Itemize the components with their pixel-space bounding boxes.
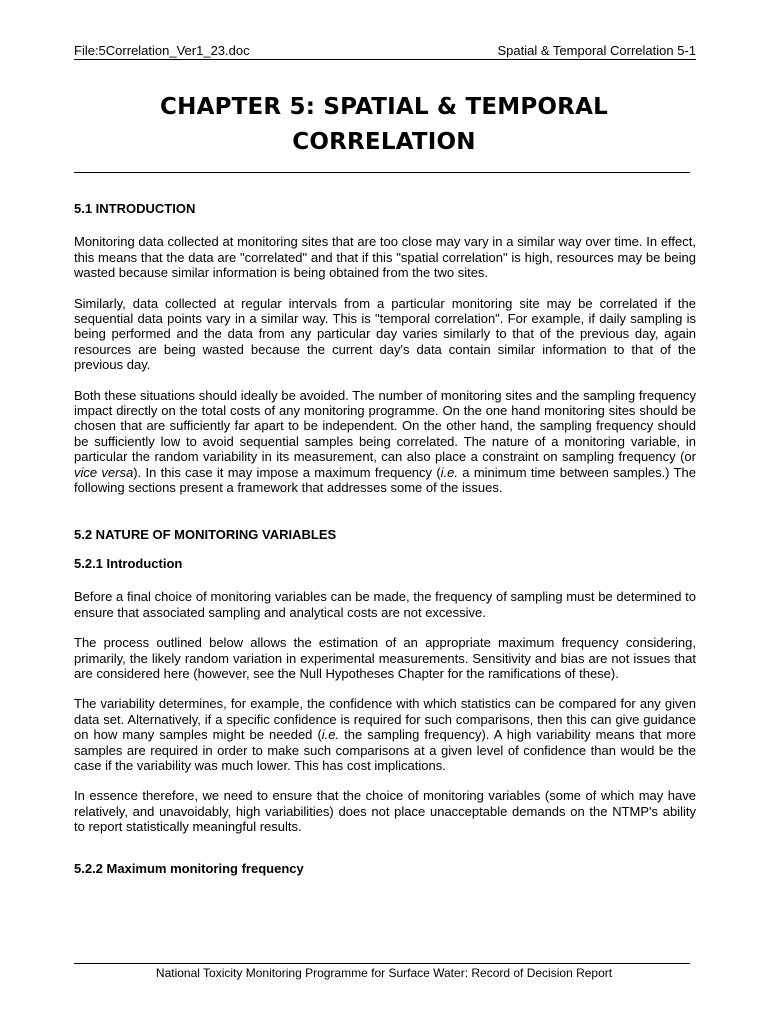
- paragraph-text: the sampling frequency). A high variability means that more samples are required in order to make such comparisons at a given level of confidence than would be the case if the variability was much lower. This has cost implications.: [74, 727, 696, 773]
- document-body: [74, 201, 696, 894]
- paragraph: In essence therefore, we need to ensure that the choice of monitoring variables (some of which may have relatively, and unavoidably, high variabilities) does not place unacceptable demands on the NTMP's ability to report statistically meaningful results.: [74, 788, 696, 835]
- title-divider: [74, 172, 690, 173]
- footer-divider: [74, 963, 690, 964]
- subsection-heading-5-2-1: 5.2.1 Introduction: [74, 555, 183, 571]
- chapter-title-line-2: CORRELATION: [292, 129, 476, 155]
- chapter-title: [74, 90, 694, 160]
- paragraph-text: The variability determines, for example, the confidence with which statistics can be compared for any given data set. Alternatively, if a specific confidence is required for such comparisons, then this can give guidance on how many samples might be needed (: [74, 696, 696, 743]
- paragraph: [74, 696, 696, 773]
- paragraph: [74, 388, 696, 496]
- page-footer: National Toxicity Monitoring Programme for Surface Water: Record of Decision Report: [155, 966, 613, 980]
- paragraph-emphasis: i.e.: [440, 464, 458, 480]
- paragraph: Similarly, data collected at regular intervals from a particular monitoring site may be correlated if the sequential data points vary in a similar way. This is "temporal correlation". For example, if daily sampling is being performed and the data from any particular day varies similarly to that of the previous day, again resources are being wasted because the current day's data contain similar information to that of the previous day.: [74, 295, 696, 373]
- paragraph-text: a minimum time between samples.) The following sections present a framework that addresses some of the issues.: [74, 464, 696, 496]
- paragraph-text: Both these situations should ideally be avoided. The number of monitoring sites and the sampling frequency impact directly on the total costs of any monitoring programme. On the one hand monitoring sites should be chosen that are sufficiently far apart to be independent. On the other hand, the sampling frequency should be sufficiently low to avoid sequential samples being correlated. The nature of a monitoring variable, in particular the random variability in its measurement, can also place a constraint on sampling frequency (or: [74, 387, 696, 465]
- header-page-label: Spatial & Temporal Correlation 5-1: [497, 43, 696, 58]
- section-heading-5-1: 5.1 INTRODUCTION: [74, 201, 196, 216]
- paragraph: The process outlined below allows the estimation of an appropriate maximum frequency considering, primarily, the likely random variation in experimental measurements. Sensitivity and bias are not issues that are considered here (however, see the Null Hypotheses Chapter for the ramifications of these).: [74, 635, 696, 681]
- subsection-heading-5-2-2: 5.2.2 Maximum monitoring frequency: [74, 860, 304, 876]
- spacer: [74, 850, 696, 861]
- paragraph-emphasis: i.e.: [321, 727, 340, 743]
- paragraph: Monitoring data collected at monitoring sites that are too close may vary in a similar way over time. In effect, this means that the data are "correlated" and that if this "spatial correlation" is high, resources may be being wasted because similar information is being obtained from the two sites.: [74, 234, 696, 281]
- paragraph-emphasis: vice versa: [74, 464, 134, 480]
- chapter-title-line-1: CHAPTER 5: SPATIAL & TEMPORAL: [160, 94, 608, 120]
- paragraph-text: ). In this case it may impose a maximum frequency (: [133, 464, 441, 480]
- page-header: [74, 43, 696, 60]
- header-file-name: File:5Correlation_Ver1_23.doc: [74, 43, 250, 58]
- spacer: [74, 511, 696, 527]
- paragraph: Before a final choice of monitoring variables can be made, the frequency of sampling must be determined to ensure that associated sampling and analytical costs are not excessive.: [74, 589, 696, 620]
- section-heading-5-2: 5.2 NATURE OF MONITORING VARIABLES: [74, 526, 337, 542]
